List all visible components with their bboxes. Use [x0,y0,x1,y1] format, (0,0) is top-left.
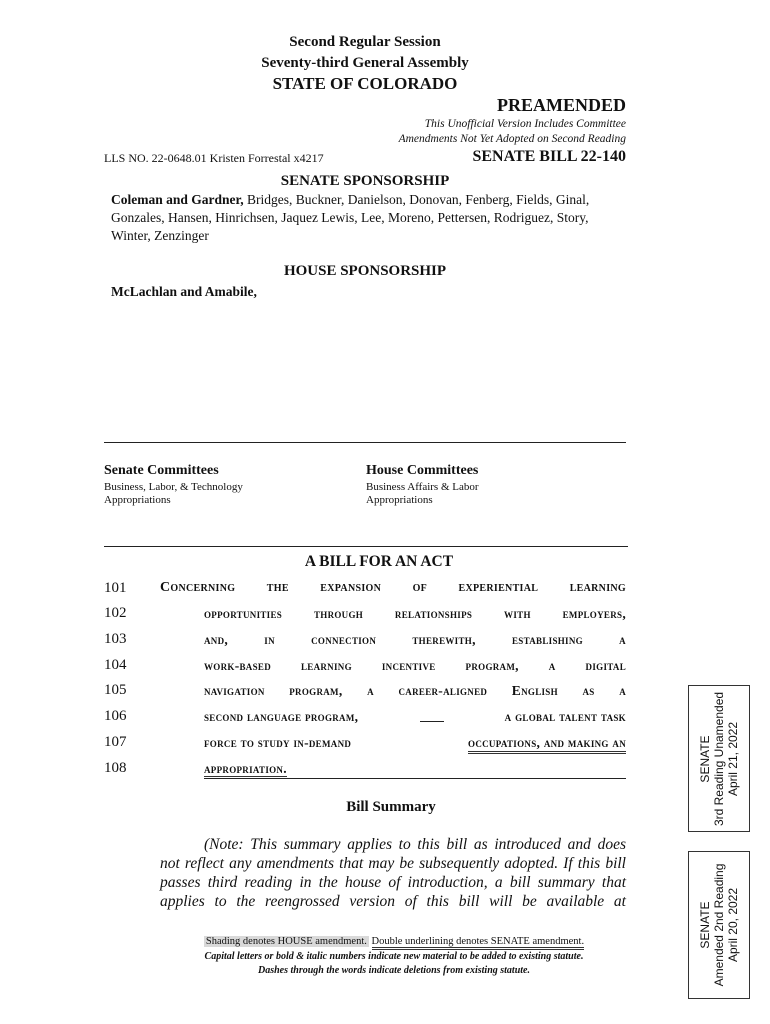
dashes-note: Dashes through the words indicate deletions from existing statute. [258,965,530,976]
bill-line-107 [204,735,626,754]
bill-summary-heading: Bill Summary [346,799,436,815]
assembly-line: Seventy-third General Assembly [261,55,469,71]
line-number: 103 [104,631,127,647]
senate-committee-1: Business, Labor, & Technology [104,481,243,493]
bill-line-106-b: a global talent task [504,709,626,724]
bill-line-101: Concerning the expansion of experiential learning [160,580,626,595]
senate-committee-2: Appropriations [104,494,171,506]
unofficial-note-1: This Unofficial Version Includes Committee [424,118,626,130]
senate-amendment-text: appropriation. [204,761,287,779]
bill-line-102: opportunities through relationships with employers, [204,606,626,621]
preamended-label: PREAMENDED [497,95,626,115]
house-committees-heading: House Committees [366,463,479,478]
summary-line-3: passes third reading in the house of introduction, a bill summary that [160,874,626,891]
senate-primary-sponsors: Coleman and Gardner, [111,192,244,207]
bill-title: A BILL FOR AN ACT [304,553,454,570]
senate-cosponsors-1: Bridges, Buckner, Danielson, Donovan, Fenberg, Fields, Ginal, [247,192,590,207]
line-number: 104 [104,657,127,673]
divider-1 [104,442,626,443]
line-number: 108 [104,760,127,776]
capital-letters-note: Capital letters or bold & italic numbers indicate new material to be added to existing statute. [204,951,584,962]
unofficial-note-2: Amendments Not Yet Adopted on Second Reading [398,133,626,145]
bill-line-108 [204,761,287,777]
bill-number: SENATE BILL 22-140 [472,148,626,165]
divider-3 [204,778,626,779]
bill-line-103: and, in connection therewith, establishing a [204,632,626,647]
stamp-chamber: SENATE [698,901,712,949]
senate-amendment-text: occupations, and making an [468,735,626,754]
senate-underline-legend: Double underlining denotes SENATE amendment. [372,936,585,950]
bill-line-107-a: force to study in-demand [204,735,352,750]
house-shading-legend: Shading denotes HOUSE amendment. [205,936,367,947]
house-committee-1: Business Affairs & Labor [366,481,479,493]
line-number: 107 [104,734,127,750]
senate-cosponsors-2: Gonzales, Hansen, Hinrichsen, Jaquez Lewis, Lee, Moreno, Pettersen, Rodriguez, Story, [111,210,589,225]
session-line: Second Regular Session [289,34,441,50]
amendment-legend [104,936,684,947]
line-number: 102 [104,605,127,621]
stamp-reading: Amended 2nd Reading [712,863,726,987]
house-committee-2: Appropriations [366,494,433,506]
stamp-chamber: SENATE [698,734,712,783]
summary-line-2: not reflect any amendments that may be subsequently adopted. If this bill [160,855,626,872]
bill-line-105: navigation program, a career-aligned English as a [204,683,626,698]
stamp-date: April 21, 2022 [726,721,740,796]
senate-cosponsors-3: Winter, Zenzinger [111,228,209,243]
divider-2 [104,546,628,547]
bill-line-106 [204,709,626,725]
blank-underline [420,709,444,722]
house-primary-sponsors: McLachlan and Amabile, [111,284,257,299]
senate-committees-heading: Senate Committees [104,463,219,478]
bill-line-106-a: second language program, [204,709,359,724]
lls-number: LLS NO. 22-0648.01 Kristen Forrestal x4217 [104,151,324,165]
bill-line-104: work-based learning incentive program, a digital [204,658,626,673]
line-number: 101 [104,580,127,596]
summary-line-4: applies to the reengrossed version of this bill will be available at [160,893,626,910]
stamp-reading: 3rd Reading Unamended [712,691,726,826]
senate-sponsors-line-1 [111,192,589,208]
state-line: STATE OF COLORADO [272,74,458,93]
house-sponsorship-heading: HOUSE SPONSORSHIP [283,263,447,279]
summary-line-1: (Note: This summary applies to this bill as introduced and does [204,836,626,853]
senate-second-reading-stamp [688,851,750,999]
senate-third-reading-stamp [688,685,750,832]
line-number: 105 [104,682,127,698]
line-number: 106 [104,708,127,724]
stamp-date: April 20, 2022 [726,887,740,963]
senate-sponsorship-heading: SENATE SPONSORSHIP [280,173,450,189]
